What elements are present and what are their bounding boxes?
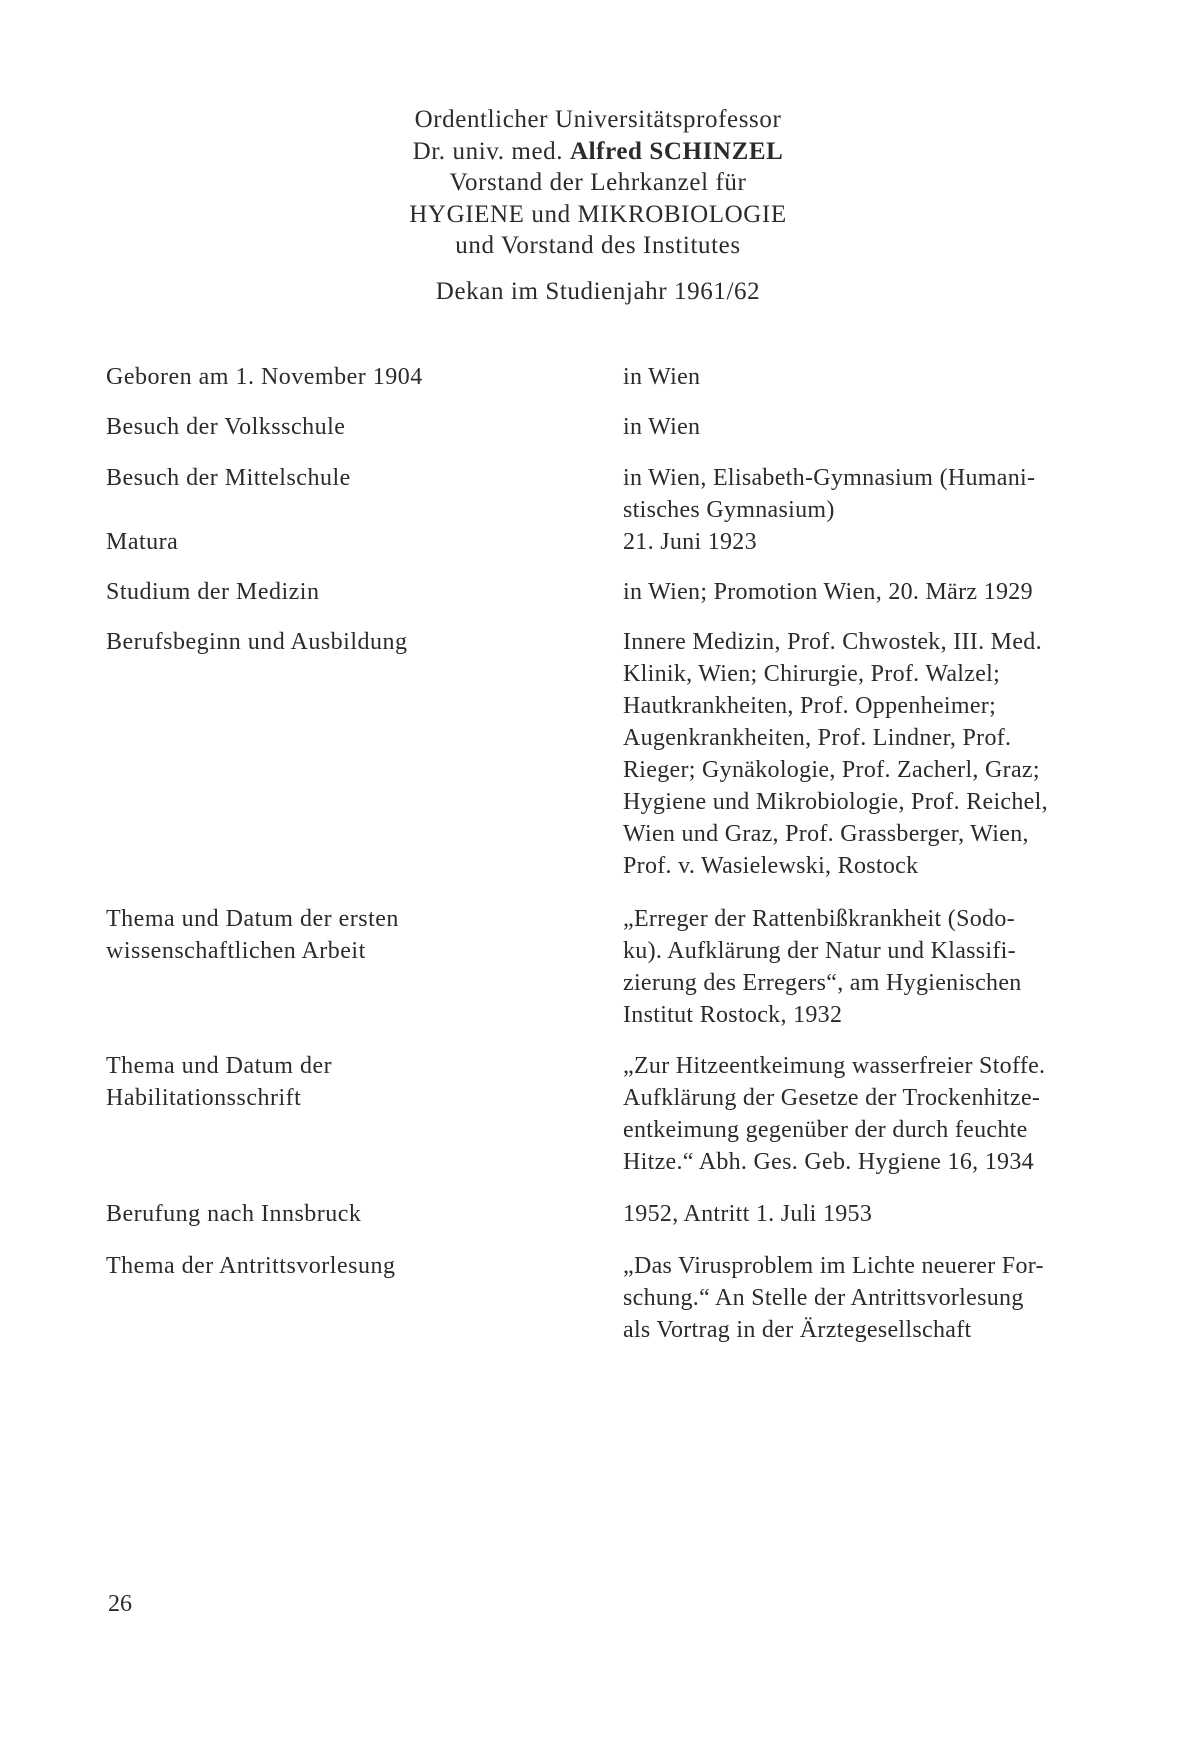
page-number: 26: [108, 1591, 132, 1617]
entry-value: 21. Juni 1923: [623, 529, 757, 555]
entry-label: Studium der Medizin: [106, 579, 320, 605]
entry-label: Berufsbeginn und Ausbildung: [106, 629, 408, 655]
title-chair: Vorstand der Lehrkanzel für: [449, 169, 747, 196]
title-dean: Dekan im Studienjahr 1961/62: [435, 277, 761, 305]
entry-label: Thema der Antrittsvorlesung: [106, 1253, 396, 1279]
entry-value: 1952, Antritt 1. Juli 1953: [623, 1201, 873, 1227]
entry-label: Thema und Datum der Habilitationsschrift: [106, 1053, 333, 1111]
entry-label: Berufung nach Innsbruck: [106, 1201, 362, 1227]
entry-value: in Wien, Elisabeth-Gymnasium (Humani- stisches Gymnasium): [623, 465, 1036, 523]
entry-value: Innere Medizin, Prof. Chwostek, III. Med. Klinik, Wien; Chirurgie, Prof. Walzel; Hautkrankheiten, Prof. Oppenheimer; Augenkrankheiten, Prof. Lindner, Prof. Rieger; Gynäkologie, Prof. Zacherl, Graz; Hygiene und Mikrobiologie, Prof. Reichel, Wien und Graz, Prof. Grassberger, Wien, Prof. v. Wasielewski, Rostock: [623, 629, 1048, 879]
title-subject: HYGIENE und MIKROBIOLOGIE: [409, 200, 787, 228]
entry-label: Geboren am 1. November 1904: [106, 364, 423, 390]
entry-label: Thema und Datum der ersten wissenschaftlichen Arbeit: [106, 906, 399, 964]
title-degree: Dr. univ. med.: [412, 137, 570, 165]
entry-value: „Erreger der Rattenbißkrankheit (Sodo- ku). Aufklärung der Natur und Klassifi- zierung des Erregers“, am Hygienischen Institut Rostock, 1932: [623, 906, 1022, 1028]
entry-label: Besuch der Volksschule: [106, 414, 346, 440]
title-institute: und Vorstand des Institutes: [455, 232, 741, 259]
professor-name: Alfred SCHINZEL: [569, 137, 784, 165]
entry-value: in Wien; Promotion Wien, 20. März 1929: [623, 579, 1033, 605]
title-block: [0, 104, 1196, 307]
entry-value: „Das Virusproblem im Lichte neuerer For- schung.“ An Stelle der Antrittsvorlesung als Vortrag in der Ärztegesellschaft: [623, 1253, 1044, 1343]
title-position: Ordentlicher Universitätsprofessor: [414, 106, 782, 133]
entry-label: Besuch der Mittelschule: [106, 465, 351, 491]
title-name-line: [0, 136, 1196, 168]
entry-value: in Wien: [623, 364, 701, 390]
entry-value: in Wien: [623, 414, 701, 440]
entry-value: „Zur Hitzeentkeimung wasserfreier Stoffe. Aufklärung der Gesetze der Trockenhitze- entkeimung gegenüber der durch feuchte Hitze.“ Abh. Ges. Geb. Hygiene 16, 1934: [623, 1053, 1046, 1175]
entry-label: Matura: [106, 529, 179, 555]
